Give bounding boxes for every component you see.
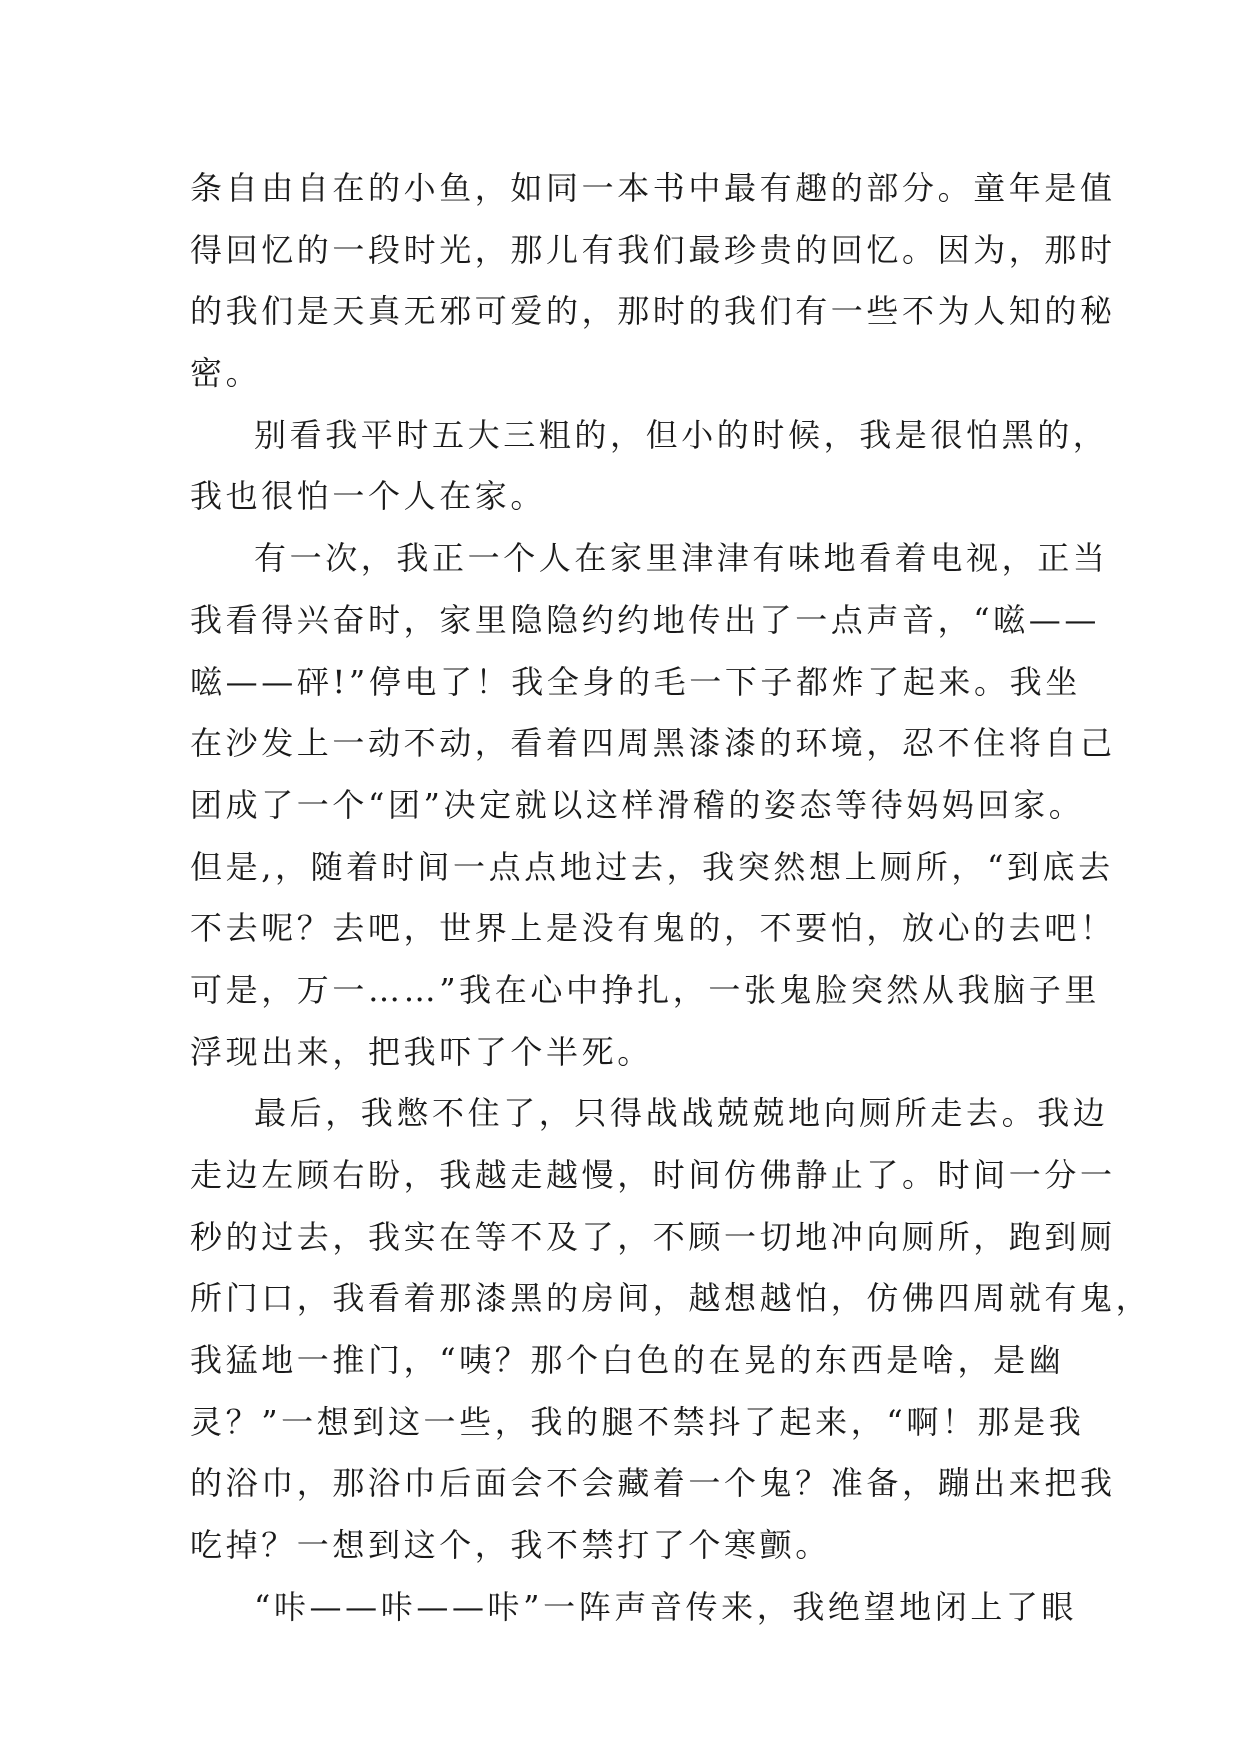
text-line: 最后，我憋不住了，只得战战兢兢地向厕所走去。我边	[254, 1094, 1109, 1133]
text-line: 浮现出来，把我吓了个半死。	[190, 1032, 653, 1071]
text-line: 可是，万一……”我在心中挣扎，一张鬼脸突然从我脑子里	[190, 970, 1100, 1009]
text-line: 条自由自在的小鱼，如同一本书中最有趣的部分。童年是值	[190, 169, 1116, 207]
text-line: 秒的过去，我实在等不及了，不顾一切地冲向厕所，跑到厕	[190, 1217, 1116, 1256]
text-line: 走边左顾右盼，我越走越慢，时间仿佛静止了。时间一分一	[190, 1156, 1116, 1194]
text-line: 吃掉？一想到这个，我不禁打了个寒颤。	[190, 1526, 831, 1565]
text-line: 我看得兴奋时，家里隐隐约约地传出了一点声音，“嗞——	[190, 600, 1100, 639]
text-line: 密。	[190, 354, 262, 393]
text-line: 的我们是天真无邪可爱的，那时的我们有一些不为人知的秘	[190, 292, 1116, 331]
text-line: 别看我平时五大三粗的，但小的时候，我是很怕黑的，	[254, 415, 1109, 454]
text-line: 有一次，我正一个人在家里津津有味地看着电视，正当	[254, 539, 1109, 578]
text-line: 不去呢？去吧，世界上是没有鬼的，不要怕，放心的去吧！	[190, 909, 1116, 948]
text-line: 团成了一个“团”决定就以这样滑稽的姿态等待妈妈回家。	[190, 785, 1085, 824]
text-line: 灵？”一想到这一些，我的腿不禁抖了起来，“啊！那是我	[190, 1402, 1085, 1441]
text-line: 我也很怕一个人在家。	[190, 477, 547, 516]
text-line: “咔——咔——咔”一阵声音传来，我绝望地闭上了眼	[254, 1587, 1078, 1626]
text-line: 但是,，随着时间一点点地过去，我突然想上厕所，“到底去	[190, 847, 1114, 886]
text-line: 的浴巾，那浴巾后面会不会藏着一个鬼？准备，蹦出来把我	[190, 1464, 1116, 1503]
text-line: 我猛地一推门，“咦？那个白色的在晃的东西是啥，是幽	[190, 1341, 1065, 1380]
text-line: 在沙发上一动不动，看着四周黑漆漆的环境，忍不住将自己	[190, 724, 1116, 763]
text-line: 所门口，我看着那漆黑的房间，越想越怕，仿佛四周就有鬼，	[190, 1279, 1152, 1318]
text-line: 得回忆的一段时光，那儿有我们最珍贵的回忆。因为，那时	[190, 230, 1116, 269]
body-text	[190, 158, 1152, 1639]
text-line: 嗞——砰!”停电了！我全身的毛一下子都炸了起来。我坐	[190, 662, 1081, 701]
